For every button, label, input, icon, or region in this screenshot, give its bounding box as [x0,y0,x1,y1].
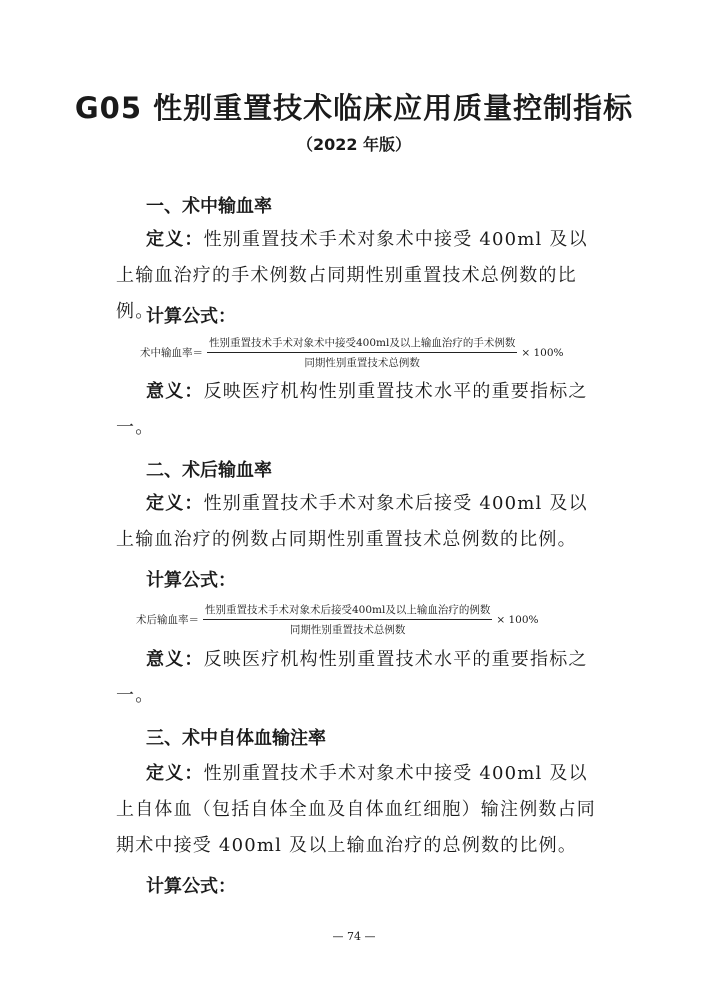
section-1-formula [140,335,564,370]
section-2-definition [116,486,596,558]
definition-text: 性别重置技术手术对象术中接受 400ml 及以上输血治疗的手术例数占同期性别重置技术总例数的比例。 [116,229,588,322]
formula-fraction [207,335,517,370]
formula-denominator: 同期性别重置技术总例数 [304,357,420,369]
formula-multiplier: × 100% [496,613,539,626]
meaning-text: 反映医疗机构性别重置技术水平的重要指标之一。 [116,381,588,438]
document-subtitle: （2022 年版） [296,135,412,154]
meaning-text: 反映医疗机构性别重置技术水平的重要指标之一。 [116,649,588,706]
definition-text: 性别重置技术手术对象术后接受 400ml 及以上输血治疗的例数占同期性别重置技术总例数的比例。 [116,493,588,550]
document-title: G05 性别重置技术临床应用质量控制指标 [74,91,634,125]
section-2-formula-label: 计算公式： [146,570,236,591]
formula-lhs: 术后输血率＝ [136,614,199,626]
formula-multiplier: × 100% [521,346,564,359]
formula-denominator: 同期性别重置技术总例数 [289,624,406,636]
section-heading-3: 三、术中自体血输注率 [146,728,326,749]
section-2-formula [136,602,539,637]
definition-text: 性别重置技术手术对象术中接受 400ml 及以上自体血（包括自体全血及自体血红细胞）输注例数占同期术中接受 400ml 及以上输血治疗的总例数的比例。 [116,763,596,856]
definition-label: 定义： [146,763,204,784]
section-3-definition [116,756,596,864]
section-heading-1: 一、术中输血率 [146,196,272,217]
formula-numerator: 性别重置技术手术对象术后接受400ml及以上输血治疗的例数 [203,602,492,620]
formula-numerator: 性别重置技术手术对象术中接受400ml及以上输血治疗的手术例数 [207,335,517,353]
section-2-meaning [116,642,596,714]
page-number: — 74 — [332,930,376,943]
formula-lhs: 术中输血率＝ [140,347,203,359]
meaning-label: 意义： [146,381,204,402]
section-1-meaning [116,374,596,446]
formula-fraction [203,602,492,637]
section-1-formula-label: 计算公式： [146,306,236,327]
meaning-label: 意义： [146,649,204,670]
section-3-formula-label: 计算公式： [146,876,236,897]
definition-label: 定义： [146,229,204,250]
section-heading-2: 二、术后输血率 [146,460,272,481]
definition-label: 定义： [146,493,204,514]
